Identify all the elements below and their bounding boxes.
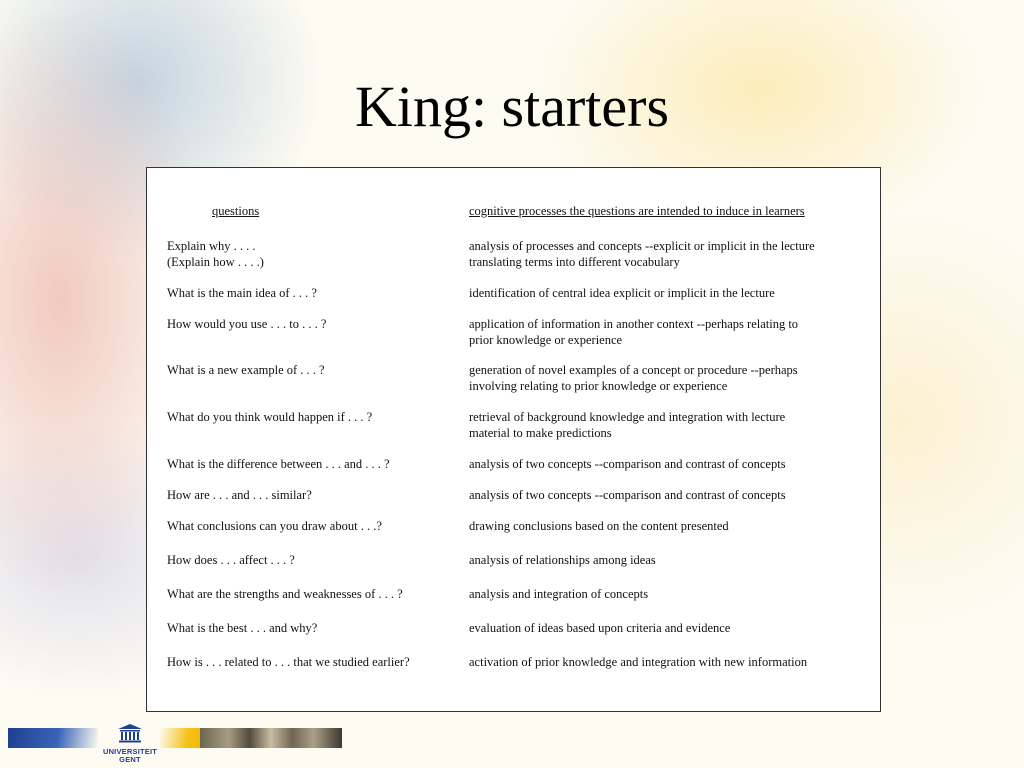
process-cell: evaluation of ideas based upon criteria and evidence xyxy=(469,621,731,635)
process-cell: retrieval of background knowledge and integration with lecture material to make predictions xyxy=(469,410,786,440)
process-cell: analysis of processes and concepts --explicit or implicit in the lecture translating terms into different vocabulary xyxy=(469,239,815,269)
photo-strip xyxy=(200,728,342,748)
process-cell: identification of central idea explicit or implicit in the lecture xyxy=(469,286,775,300)
yellow-stripe xyxy=(160,728,205,748)
process-cell: generation of novel examples of a concept or procedure --perhaps involving relating to prior knowledge or experience xyxy=(469,363,798,393)
logo-line2: GENT xyxy=(119,755,141,764)
question-cell: What are the strengths and weaknesses of . . . ? xyxy=(167,587,403,601)
building-icon xyxy=(117,723,143,743)
blue-stripe xyxy=(8,728,98,748)
question-cell: How are . . . and . . . similar? xyxy=(167,488,312,502)
process-cell: analysis of relationships among ideas xyxy=(469,553,656,567)
question-cell: How does . . . affect . . . ? xyxy=(167,553,295,567)
header-processes: cognitive processes the questions are intended to induce in learners xyxy=(469,204,805,218)
question-cell: What is the main idea of . . . ? xyxy=(167,286,317,300)
question-cell: What conclusions can you draw about . . .? xyxy=(167,519,382,533)
question-cell: What is the best . . . and why? xyxy=(167,621,318,635)
question-cell: What do you think would happen if . . . ? xyxy=(167,410,373,424)
question-cell: What is a new example of . . . ? xyxy=(167,363,325,377)
university-logo xyxy=(100,723,160,768)
question-cell: What is the difference between . . . and . . . ? xyxy=(167,457,390,471)
question-cell: How would you use . . . to . . . ? xyxy=(167,317,327,331)
process-cell: application of information in another context --perhaps relating to prior knowledge or experience xyxy=(469,317,799,347)
process-cell: analysis and integration of concepts xyxy=(469,587,649,601)
question-cell: Explain why . . . . (Explain how . . . .) xyxy=(167,239,264,269)
question-cell: How is . . . related to . . . that we studied earlier? xyxy=(167,655,410,669)
header-questions: questions xyxy=(212,204,260,218)
process-cell: activation of prior knowledge and integration with new information xyxy=(469,655,808,669)
process-cell: analysis of two concepts --comparison and contrast of concepts xyxy=(469,457,786,471)
process-cell: drawing conclusions based on the content presented xyxy=(469,519,729,533)
starters-table xyxy=(146,167,881,712)
logo-line1: UNIVERSITEIT xyxy=(102,747,158,756)
slide-title: King: starters xyxy=(354,74,670,139)
process-cell: analysis of two concepts --comparison and contrast of concepts xyxy=(469,488,786,502)
footer-bar xyxy=(0,718,1024,768)
